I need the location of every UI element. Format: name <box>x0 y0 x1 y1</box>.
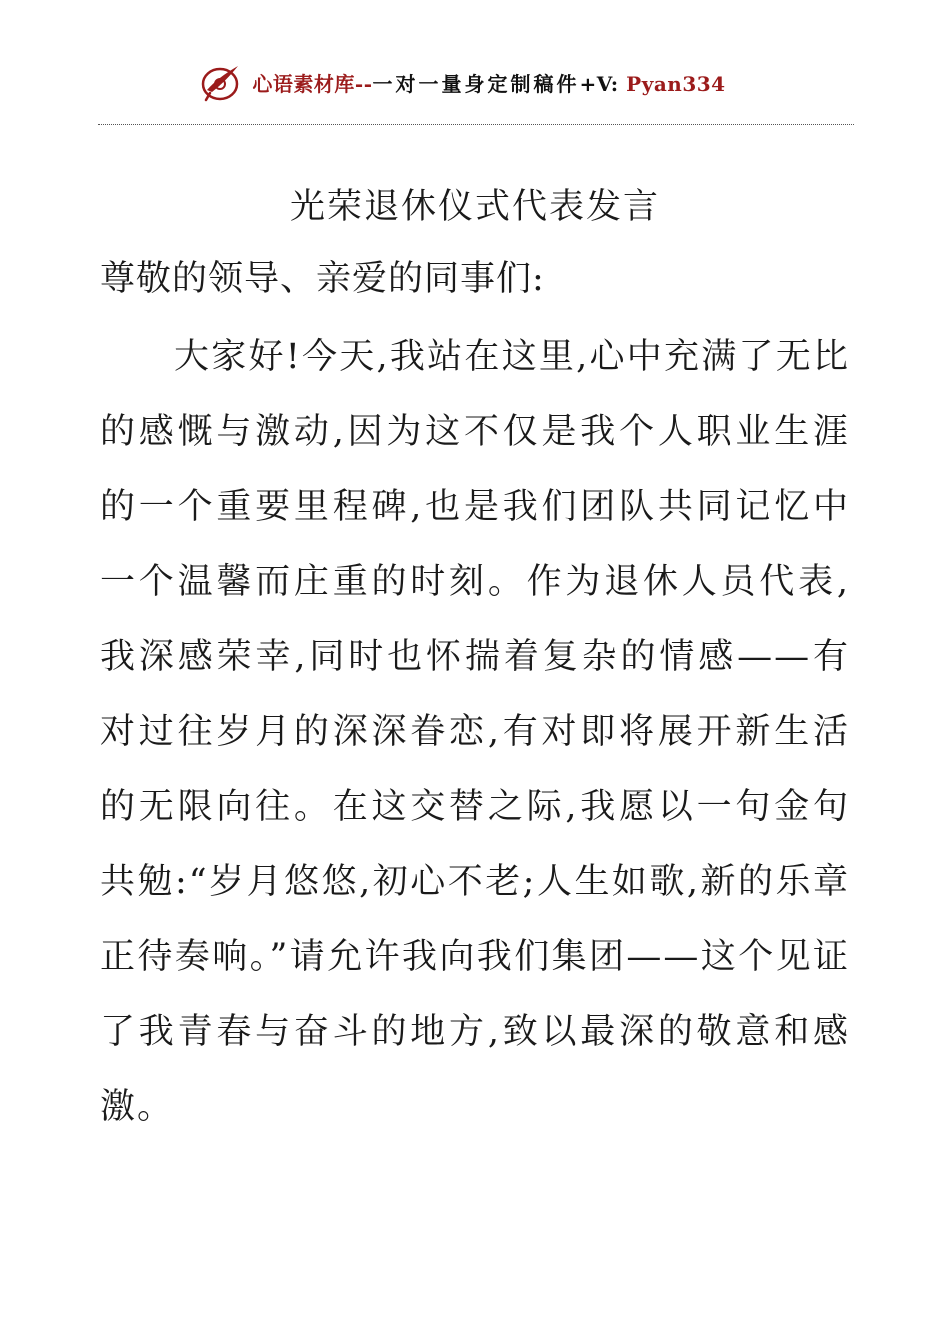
header-slogan: 一对一量身定制稿件 <box>372 71 580 96</box>
document-title: 光荣退休仪式代表发言 <box>289 187 660 227</box>
brand-name: 心语素材库 <box>252 71 355 96</box>
header-wechat-id: Pyan334 <box>626 71 726 96</box>
greeting-line: 尊敬的领导、亲爱的同事们: <box>100 259 545 299</box>
page-header <box>0 58 950 106</box>
header-separator: -- <box>354 71 373 96</box>
quill-pen-logo-icon <box>198 60 242 104</box>
body-paragraph: 大家好!今天,我站在这里,心中充满了无比的感慨与激动,因为这不仅是我个人职业生涯的一个重要里程碑,也是我们团队共同记忆中一个温馨而庄重的时刻。作为退休人员代表,我深感荣幸,同时也怀揣着复杂的情感——有对过往岁月的深深眷恋,有对即将展开新生活的无限向往。在这交替之际,我愿以一句金句共勉:“岁月悠悠,初心不老;人生如歌,新的乐章正待奏响。”请允许我向我们集团——这个见证了我青春与奋斗的地方,致以最深的敬意和感激。 <box>100 337 850 1127</box>
header-tagline <box>252 68 725 97</box>
header-plus-v: +V: <box>579 71 619 96</box>
header-divider <box>98 124 854 125</box>
